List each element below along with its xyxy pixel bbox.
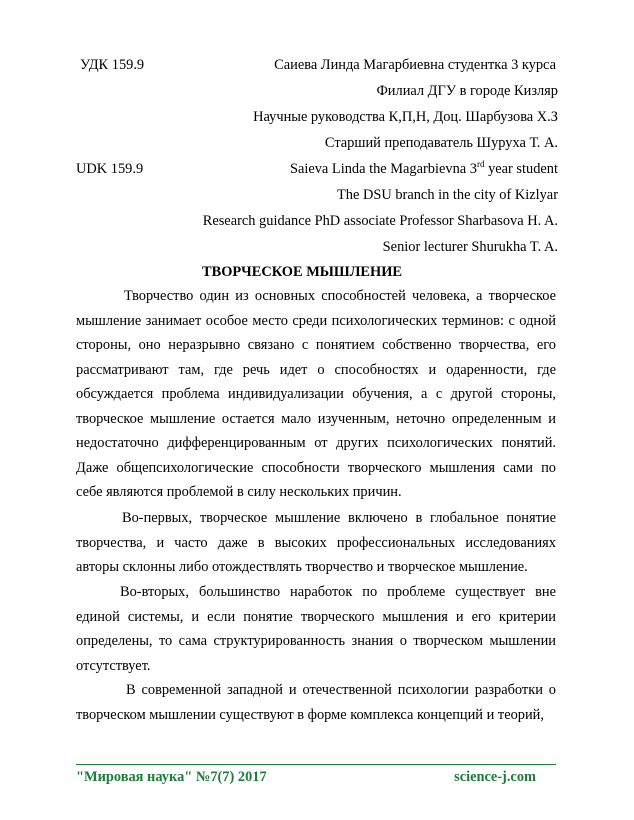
udk-code-ru: УДК 159.9: [80, 57, 145, 73]
author-en-tail: year student: [484, 161, 558, 177]
branch-ru: Филиал ДГУ в городе Кизляр: [376, 83, 558, 99]
udk-code-en: UDK 159.9: [76, 161, 144, 177]
lecturer-ru: Старший преподаватель Шуруха Т. А.: [324, 135, 558, 151]
advisors-ru: Научные руководства К,П,Н, Доц. Шарбузова Х.З: [253, 109, 558, 125]
footer-divider: [76, 764, 556, 765]
advisors-en: Research guidance PhD associate Professor Sharbasova H. A.: [202, 213, 558, 229]
paragraph-modern-psychology: В современной западной и отечественной психологии разработки о творческом мышлении существуют в форме комплекса концепций и теорий,: [76, 682, 556, 723]
author-en: [290, 160, 558, 178]
paragraph-intro: Творчество один из основных способностей человека, а творческое мышление занимает особое место среди психологических терминов: с одной стороны, оно неразрывно связано с понятием собственно творчества, его рассматривают там, где речь идет о способностях и одаренности, где обсуждается проблема индивидуализации обучения, а с другой стороны, творческое мышление остается мало изученным, неточно определенным и недостаточно дифференцированным от других психологических понятий. Даже общепсихологические способности творческого мышления сами по себе являются проблемой в силу нескольких причин.: [76, 288, 556, 500]
paragraph-second-reason: Во-вторых, большинство наработок по проблеме существует вне единой системы, и если понятие творческого мышления и его критерии определены, то сама структурированность знания о творческом мышлении отсутствует.: [76, 584, 556, 674]
lecturer-en: Senior lecturer Shurukha T. A.: [382, 239, 558, 255]
author-ru: Саиева Линда Магарбиевна студентка 3 курса: [274, 57, 556, 73]
author-en-main: Saieva Linda the Magarbievna 3: [289, 161, 477, 177]
paragraph-first-reason: Во-первых, творческое мышление включено в глобальное понятие творчества, и часто даже в высоких профессиональных исследованиях авторы склонны либо отождествлять творчество и творческое мышление.: [76, 510, 556, 575]
journal-name: "Мировая наука" №7(7) 2017: [76, 769, 267, 785]
author-en-ordinal: rd: [476, 159, 485, 170]
branch-en: The DSU branch in the city of Kizlyar: [337, 187, 558, 203]
article-title: ТВОРЧЕСКОЕ МЫШЛЕНИЕ: [202, 264, 403, 280]
journal-site: science-j.com: [454, 769, 536, 785]
